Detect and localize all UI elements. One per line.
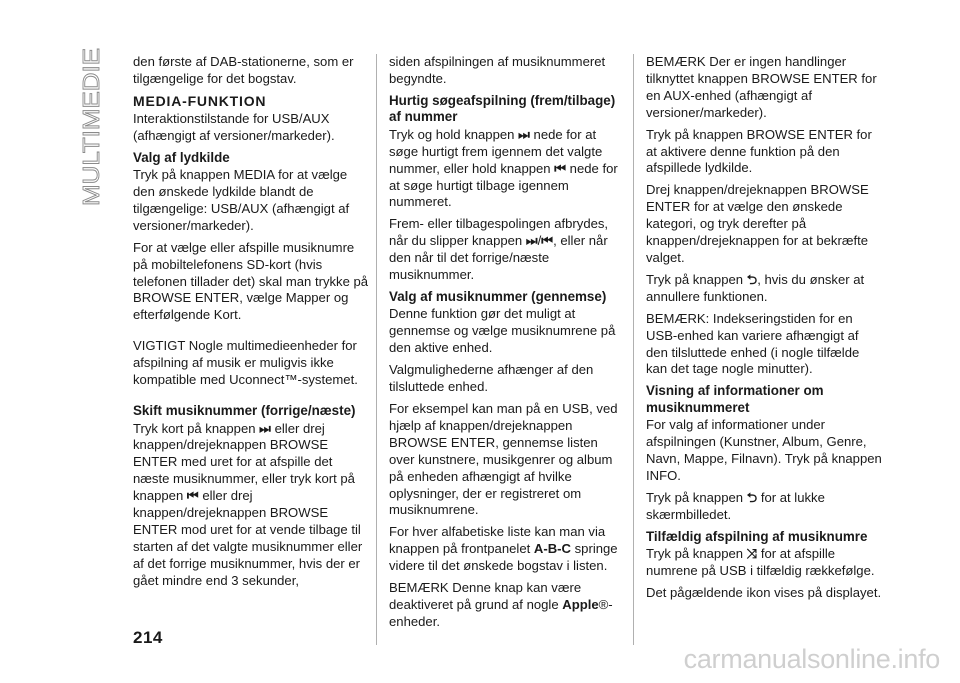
text: eller drej knappen/drejeknappen BROWSE ENTER med uret for at afspille det næste musiknummer, eller tryk kort på knappen [133,420,355,504]
column-divider [633,54,634,645]
paragraph [646,546,882,580]
text: nede for at søge hurtigt frem igennem det valgte nummer, eller hold knappen [389,126,603,176]
text: , hvis du ønsker at annullere funktionen. [646,271,865,304]
heading-track-info: Visning af informationer om musiknummeret [646,383,824,415]
paragraph [646,272,882,306]
heading-browse: Valg af musiknummer (gennemse) [389,288,607,304]
text: Tryk på knappen [646,271,744,287]
text: Tryk på knappen [646,489,744,505]
column-2 [389,54,625,636]
column-1 [133,54,369,595]
important-note: VIGTIGT Nogle multimedieenheder for afspilning af musik er muligvis ikke kompatible med Uconnect™-systemet. [133,338,358,388]
next-track-icon: ⏭ [525,233,538,249]
paragraph: BEMÆRK Der er ingen handlinger tilknyttet knappen BROWSE ENTER for en AUX-enhed (afhængigt af versioner/markeder). [646,54,877,120]
paragraph: den første af DAB-stationerne, som er tilgængelige for det bogstav. [133,54,354,86]
text: for at afspille numrene på USB i tilfældig rækkefølge. [646,546,875,579]
paragraph: For at vælge eller afspille musiknumre på mobiltelefonens SD-kort (hvis telefonen tillader det) skal man trykke på BROWSE ENTER, vælge Mapper og efterfølgende Kort. [133,239,369,323]
heading-random-play: Tilfældig afspilning af musiknumre [646,528,868,544]
back-icon: ⮌ [746,489,758,505]
text: nede for at søge hurtigt tilbage igennem nummeret. [389,160,618,210]
text: for at lukke skærmbilledet. [646,489,825,522]
previous-track-icon: ⏮ [186,488,199,504]
paragraph: Tryk på knappen MEDIA for at vælge den ønskede lydkilde blandt de tilgængelige: USB/AUX (afhængigt af versioner/markeder). [133,167,350,233]
paragraph [389,216,625,284]
next-track-icon: ⏭ [259,420,271,436]
watermark: carmanualsonline.info [683,644,940,674]
heading-media-function: MEDIA-FUNKTION [133,92,267,109]
text: Tryk og hold knappen [389,126,515,142]
previous-track-icon: ⏮ [541,233,554,249]
shuffle-icon: ⤨ [746,546,758,562]
text: BEMÆRK Denne knap kan være deaktiveret på grund af nogle [389,580,582,612]
paragraph [646,490,882,524]
previous-track-icon: ⏮ [554,160,567,176]
text: eller drej knappen/drejeknappen BROWSE ENTER mod uret for at vende tilbage til starten af det valgte musiknummer eller af det forrige musiknummer, hvis der er gået mindre end 3 sekunder, [133,488,363,588]
text: springe videre til det ønskede bogstav i listen. [389,541,618,574]
section-title-text: MULTIMEDIE [78,65,104,206]
text: Frem- eller tilbagespolingen afbrydes, når du slipper knappen [389,216,609,249]
column-3 [646,54,882,607]
paragraph: Det pågældende ikon vises på displayet. [646,585,882,601]
back-icon: ⮌ [746,271,758,287]
section-title [78,46,106,206]
paragraph: BEMÆRK: Indekseringstiden for en USB-enhed kan variere afhængigt af den tilsluttede enhed (i nogle tilfælde kan det tage nogle minutter). [646,310,860,377]
paragraph: Interaktionstilstande for USB/AUX (afhængigt af versioner/markeder). [133,110,335,143]
paragraph [389,524,625,575]
paragraph: Drej knappen/drejeknappen BROWSE ENTER for at vælge den ønskede kategori, og tryk derefter på knappen/drejeknappen for at bekræfte valget. [646,182,869,265]
paragraph: siden afspilningen af musiknummeret begyndte. [389,54,606,86]
paragraph: Valgmulighederne afhænger af den tilsluttede enhed. [389,362,594,395]
text: ®-enheder. [389,596,613,629]
text: / [537,233,542,249]
paragraph [389,127,625,212]
paragraph [389,580,625,631]
paragraph: Denne funktion gør det muligt at gennemse og vælge musiknumrene på den aktive enhed. [389,306,616,356]
paragraph [133,421,369,590]
brand-name: Apple [562,596,599,612]
heading-source-select: Valg af lydkilde [133,149,230,165]
paragraph: For valg af informationer under afspilningen (Kunstner, Album, Genre, Navn, Mappe, Filnavn). Tryk på knappen INFO. [646,417,882,484]
text: Tryk på knappen [646,546,744,562]
paragraph: Tryk på knappen BROWSE ENTER for at aktivere denne funktion på den afspillede lydkilde. [646,126,872,176]
next-track-icon: ⏭ [518,126,530,142]
text: , eller når den når til det forrige/næste musiknummer. [389,233,608,283]
paragraph: For eksempel kan man på en USB, ved hjælp af knappen/drejeknappen BROWSE ENTER, gennemse listen over kunstnere, musikgenrer og album på enheden afhængigt af hvilke oplysninger, der er registreret om musiknumrene. [389,401,618,518]
text: Tryk kort på knappen [133,420,256,436]
heading-fast-search: Hurtig søgeafspilning (frem/tilbage) af nummer [389,92,616,125]
heading-skip-track: Skift musiknummer (forrige/næste) [133,403,356,418]
abc-key-label: A-B-C [533,541,571,557]
text: For hver alfabetiske liste kan man via knappen på frontpanelet [389,524,606,557]
column-divider [376,54,377,645]
page-number: 214 [133,628,163,647]
